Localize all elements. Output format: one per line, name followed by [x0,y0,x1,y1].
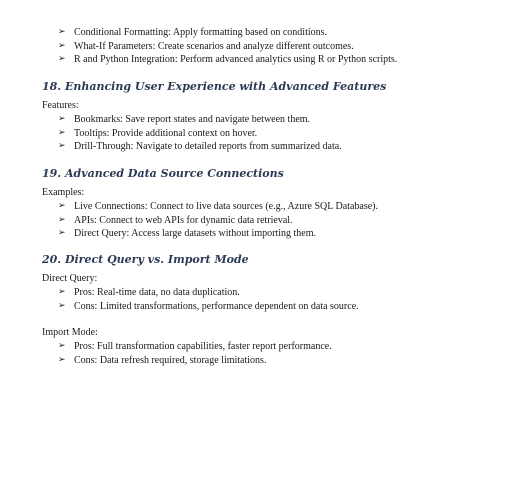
list-item-text: APIs: Connect to web APIs for dynamic data retrieval. [74,214,293,226]
list-item [0,354,509,368]
section-heading: 18. Enhancing User Experience with Advanced Features [42,80,387,93]
arrow-bullet-icon: ➢ [58,114,66,124]
section-heading: 19. Advanced Data Source Connections [42,167,284,180]
section-19 [0,167,509,241]
section-18 [0,80,509,154]
direct-query-label: Direct Query: [42,273,98,284]
section-heading: 20. Direct Query vs. Import Mode [42,253,249,266]
list-item-text: R and Python Integration: Perform advanced analytics using R or Python scripts. [74,54,398,66]
arrow-bullet-icon: ➢ [58,341,66,352]
list-item-text: Tooltips: Provide additional context on hover. [74,127,258,139]
arrow-bullet-icon: ➢ [58,201,66,211]
list-item [0,300,509,314]
arrow-bullet-icon: ➢ [58,354,66,365]
list-item [0,214,509,228]
list-item [0,140,509,154]
list-item-text: Drill-Through: Navigate to detailed reports from summarized data. [74,141,342,153]
list-item [0,340,509,354]
list-item-text: Pros: Real-time data, no data duplication. [74,287,240,298]
top-bullet-list [0,26,509,67]
list-item [0,200,509,214]
list-item [0,26,509,40]
section-label: Examples: [42,187,85,198]
list-item [0,40,509,54]
arrow-bullet-icon: ➢ [58,54,66,65]
import-mode-label: Import Mode: [42,327,98,339]
arrow-bullet-icon: ➢ [58,141,66,152]
arrow-bullet-icon: ➢ [58,228,66,239]
arrow-bullet-icon: ➢ [58,40,66,51]
list-item-text: Cons: Data refresh required, storage limitations. [74,354,267,366]
arrow-bullet-icon: ➢ [58,27,66,37]
arrow-bullet-icon: ➢ [58,127,66,138]
list-item-text: What-If Parameters: Create scenarios and analyze different outcomes. [74,40,354,52]
list-item-text: Cons: Limited transformations, performance dependent on data source. [74,300,359,312]
list-item-text: Direct Query: Access large datasets without importing them. [74,228,316,240]
list-item [0,113,509,127]
list-item-text: Bookmarks: Save report states and navigate between them. [74,114,311,125]
arrow-bullet-icon: ➢ [58,300,66,311]
section-label: Features: [42,100,79,111]
section-20 [0,253,509,367]
list-item-text: Conditional Formatting: Apply formatting based on conditions. [74,27,328,38]
list-item [0,227,509,241]
list-item-text: Pros: Full transformation capabilities, faster report performance. [74,341,332,353]
list-item [0,53,509,67]
list-item [0,127,509,141]
arrow-bullet-icon: ➢ [58,287,66,297]
list-item [0,286,509,300]
list-item-text: Live Connections: Connect to live data sources (e.g., Azure SQL Database). [74,201,378,212]
arrow-bullet-icon: ➢ [58,214,66,225]
